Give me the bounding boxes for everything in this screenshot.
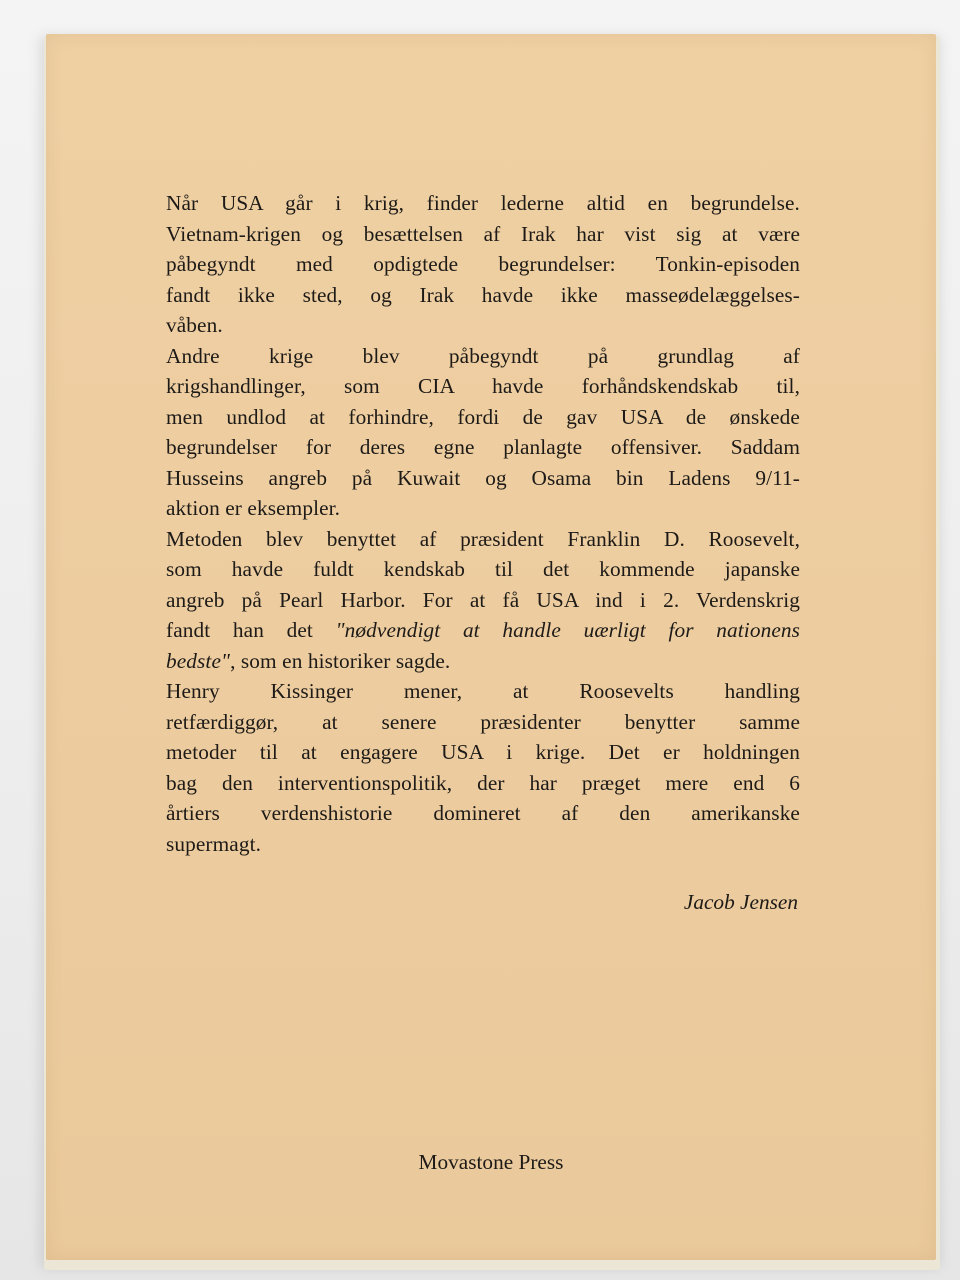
blurb-paragraph-2 [166,341,800,524]
historian-quote-end: bedste" [166,648,231,673]
blurb-line: aktion er eksempler. [166,496,341,520]
blurb-paragraph-1 [166,188,800,341]
blurb-line: metoder til at engagere USA i krige. Det er holdningen [166,740,800,764]
blurb-line: som havde fuldt kendskab til det kommende japanske [166,557,800,581]
blurb-line: Husseins angreb på Kuwait og Osama bin Ladens 9/11- [166,465,800,490]
blurb-line: supermagt. [166,831,262,856]
blurb-line: fandt ikke sted, og Irak havde ikke masseødelæggelses- [166,282,800,307]
back-cover-blurb [166,188,800,859]
blurb-line: Vietnam-krigen og besættelsen af Irak har vist sig at være [166,221,800,246]
blurb-line: angreb på Pearl Harbor. For at få USA ind i 2. Verdenskrig [166,587,800,612]
blurb-line: krigshandlinger, som CIA havde forhåndskendskab til, [166,374,800,398]
blurb-line: Metoden blev benyttet af præsident Franklin D. Roosevelt, [166,526,800,551]
blurb-line: årtiers verdenshistorie domineret af den amerikanske [166,801,800,825]
blurb-paragraph-3 [166,524,800,677]
blurb-line [166,646,800,677]
blurb-line: men undlod at forhindre, fordi de gav USA de ønskede [166,404,800,429]
blurb-line: våben. [166,313,223,337]
blurb-line: Andre krige blev påbegyndt på grundlag af [166,343,800,368]
blurb-line: påbegyndt med opdigtede begrundelser: Tonkin-episoden [166,252,800,276]
blurb-paragraph-4 [166,676,800,859]
publisher-name: Movastone Press [418,1150,564,1174]
historian-quote: "nødvendigt at handle uærligt for nationens [335,618,801,642]
blurb-line: begrundelser for deres egne planlagte offensiver. Saddam [166,435,800,459]
blurb-line: Henry Kissinger mener, at Roosevelts handling [166,679,800,703]
blurb-line: Når USA går i krig, finder lederne altid en begrundelse. [166,191,800,215]
blurb-line [166,615,800,646]
blurb-text: , som en historiker sagde. [230,648,451,673]
author-signature: Jacob Jensen [683,890,798,914]
blurb-line: bag den interventionspolitik, der har præget mere end 6 [166,770,800,795]
blurb-line: retfærdiggør, at senere præsidenter benytter samme [166,709,800,734]
blurb-text: fandt han det [166,618,336,642]
